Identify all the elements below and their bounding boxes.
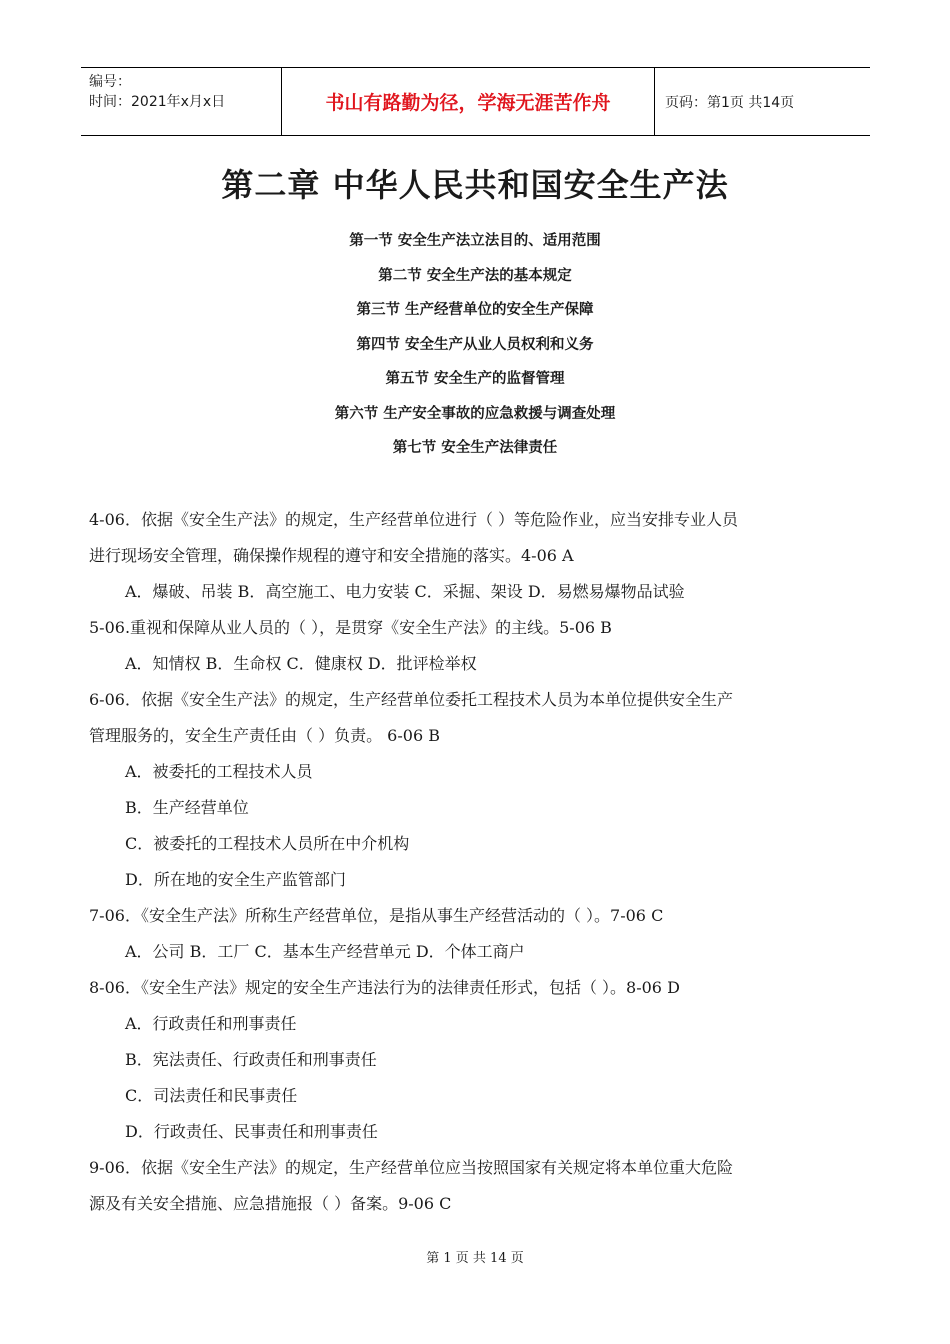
question-body bbox=[89, 505, 869, 1225]
option-line: A．被委托的工程技术人员 bbox=[125, 762, 313, 781]
option-line: A．行政责任和刑事责任 bbox=[125, 1014, 297, 1033]
question-line: 9-06．依据《安全生产法》的规定，生产经营单位应当按照国家有关规定将本单位重大危险 bbox=[89, 1158, 733, 1177]
section-item: 第六节 生产安全事故的应急救援与调查处理 bbox=[334, 405, 616, 422]
option-line: C．司法责任和民事责任 bbox=[125, 1086, 298, 1105]
header-motto: 书山有路勤为径，学海无涯苦作舟 bbox=[281, 68, 655, 135]
options-line: A．知情权 B．生命权 C．健康权 D．批评检举权 bbox=[125, 654, 477, 673]
section-item: 第三节 生产经营单位的安全生产保障 bbox=[356, 302, 594, 318]
question-line: 管理服务的，安全生产责任由（ ）负责。 6-06 B bbox=[89, 726, 440, 745]
section-item: 第二节 安全生产法的基本规定 bbox=[378, 267, 572, 284]
options-line: A．公司 B．工厂 C．基本生产经营单元 D．个体工商户 bbox=[125, 942, 525, 961]
option-line: C．被委托的工程技术人员所在中介机构 bbox=[125, 834, 410, 853]
number-label: 编号： bbox=[89, 74, 131, 90]
section-item: 第四节 安全生产从业人员权利和义务 bbox=[356, 336, 594, 353]
header-page-info: 页码：第1页 共14页 bbox=[665, 94, 795, 111]
question-line: 4-06．依据《安全生产法》的规定，生产经营单位进行（ ）等危险作业，应当安排专业人员 bbox=[89, 510, 739, 529]
section-item: 第五节 安全生产的监督管理 bbox=[385, 371, 565, 387]
question-line: 源及有关安全措施、应急措施报（ ）备案。9-06 C bbox=[89, 1194, 452, 1213]
date-label: 时间：2021年x月x日 bbox=[89, 94, 226, 110]
chapter-title: 第二章 中华人民共和国安全生产法 bbox=[221, 166, 729, 204]
page-footer: 第 1 页 共 14 页 bbox=[426, 1251, 524, 1266]
section-item: 第一节 安全生产法立法目的、适用范围 bbox=[349, 233, 601, 249]
question-line: 8-06．《安全生产法》规定的安全生产违法行为的法律责任形式，包括（ ）。8-06 D bbox=[89, 978, 680, 997]
header-meta bbox=[81, 68, 281, 135]
question-line: 6-06．依据《安全生产法》的规定，生产经营单位委托工程技术人员为本单位提供安全生产 bbox=[89, 690, 733, 709]
question-line: 进行现场安全管理，确保操作规程的遵守和安全措施的落实。4-06 A bbox=[89, 546, 574, 565]
question-line: 5-06.重视和保障从业人员的（ ），是贯穿《安全生产法》的主线。5-06 B bbox=[89, 618, 612, 637]
option-line: D．所在地的安全生产监管部门 bbox=[125, 870, 346, 889]
option-line: B．生产经营单位 bbox=[125, 798, 249, 817]
section-item: 第七节 安全生产法律责任 bbox=[392, 440, 558, 456]
section-list bbox=[0, 228, 950, 470]
option-line: B．宪法责任、行政责任和刑事责任 bbox=[125, 1050, 377, 1069]
question-line: 7-06．《安全生产法》所称生产经营单位，是指从事生产经营活动的（ ）。7-06 C bbox=[89, 906, 664, 925]
page-header bbox=[81, 67, 870, 136]
option-line: D．行政责任、民事责任和刑事责任 bbox=[125, 1122, 378, 1141]
options-line: A．爆破、吊装 B．高空施工、电力安装 C．采掘、架设 D．易燃易爆物品试验 bbox=[125, 582, 685, 601]
